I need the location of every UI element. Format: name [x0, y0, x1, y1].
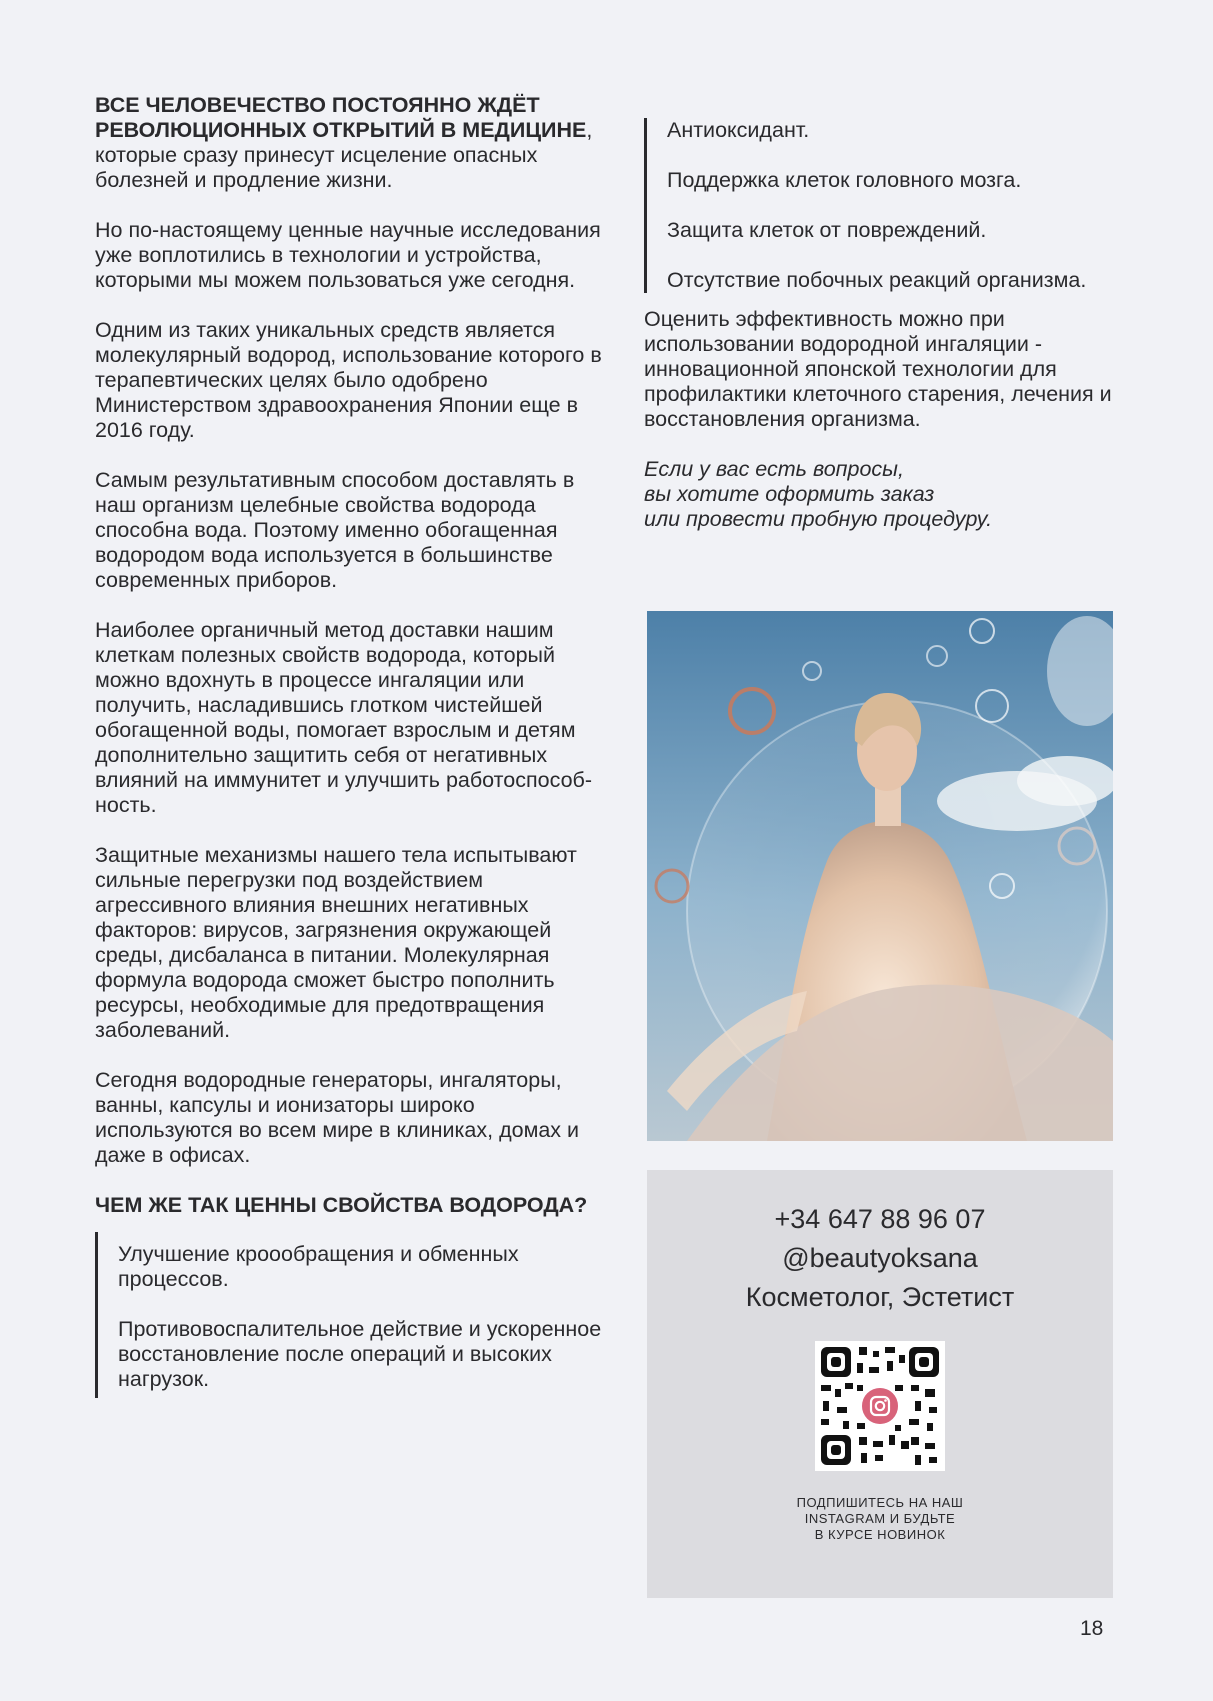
left-column: [95, 93, 605, 1398]
subscribe-line: В КУРСЕ НОВИНОК: [814, 1527, 946, 1542]
woman-bubble-photo: [647, 611, 1113, 1141]
benefit-item: Улучшение кроообращения и обменных процессов.: [118, 1242, 519, 1291]
subscribe-line: INSTAGRAM И БУДЬТЕ: [804, 1511, 956, 1526]
section-heading: ЧЕМ ЖЕ ТАК ЦЕННЫ СВОЙСТВА ВОДОРОДА?: [95, 1193, 588, 1217]
instagram-handle[interactable]: @beautyoksana: [782, 1243, 978, 1273]
lead-title: ВСЕ ЧЕЛОВЕЧЕСТВО ПОСТОЯННО ЖДЁТ РЕВОЛЮЦИОННЫХ ОТКРЫТИЙ В МЕДИЦИНЕ: [95, 93, 587, 142]
instagram-qr-code[interactable]: [815, 1341, 945, 1471]
benefits-block-right: [644, 118, 1114, 293]
body-paragraph: Сегодня водородные генераторы, ингаляторы, ванны, капсулы и ионизаторы широко используются во всем мире в клиниках, домах и даже в офисах.: [95, 1068, 580, 1167]
body-paragraph: Самым результативным способом доставлять в наш организм целебные свойства водорода способна вода. Поэтому именно обогащенная водородом вода используется в большинстве современных приборов.: [95, 468, 575, 592]
cta-line: или провести пробную процедуру.: [644, 507, 993, 531]
qr-pattern: [815, 1341, 945, 1471]
right-column: [644, 118, 1114, 532]
benefit-item: Противовоспалительное действие и ускоренное восстановление после операций и высоких нагрузок.: [118, 1317, 602, 1391]
body-paragraph: Но по-настоящему ценные научные исследования уже воплотились в технологии и устройства, которыми мы можем пользоваться уже сегодня.: [95, 218, 601, 292]
subscribe-note: [647, 1495, 1113, 1543]
benefit-item: Поддержка клеток головного мозга.: [667, 168, 1022, 192]
cta-line: Если у вас есть вопросы,: [644, 457, 904, 481]
benefit-item: Защита клеток от повреждений.: [667, 218, 987, 242]
benefit-item: Отсутствие побочных реакций организма.: [667, 268, 1087, 292]
cta-line: вы хотите оформить заказ: [644, 482, 935, 506]
body-paragraph: Одним из таких уникальных средств является молекулярный водород, использование которого в терапевтических целях было одобрено Министерством здравоохранения Японии еще в 2016 году.: [95, 318, 602, 442]
lead-paragraph: [95, 93, 605, 193]
lead-text: , которые сразу принесут исцеление опасных болезней и продление жизни.: [95, 118, 593, 192]
call-to-action: [644, 457, 1114, 532]
page-number: 18: [1080, 1617, 1104, 1640]
body-paragraph: Защитные механизмы нашего тела испытывают сильные перегрузки под воздействием агрессивного влияния внешних негативных факторов: вирусов, загрязнения окружающей среды, дисбаланса в питании. Молекулярная формула водорода сможет быстро пополнить ресурсы, необходимые для предотвращения заболеваний.: [95, 843, 577, 1042]
photo-illustration: [647, 611, 1113, 1141]
contact-card: [647, 1170, 1113, 1598]
subscribe-line: ПОДПИШИТЕСЬ НА НАШ: [796, 1495, 964, 1510]
body-paragraph: Наиболее органичный метод доставки нашим клеткам полезных свойств водорода, который можно вдохнуть в процессе ингаляции или получить, насладившись глотком чистейшей обогащенной воды, помогает взрослым и детям дополнительно защитить себя от негативных влияний на иммунитет и улучшить работоспособ-ность.: [95, 618, 592, 817]
benefits-block-left: [95, 1232, 605, 1398]
body-paragraph: Оценить эффективность можно при использовании водородной ингаляции - инновационной японской технологии для профилактики клеточного старения, лечения и восстановления организма.: [644, 307, 1112, 431]
profession-label: Косметолог, Эстетист: [745, 1282, 1015, 1312]
phone-number[interactable]: +34 647 88 96 07: [774, 1204, 986, 1234]
benefit-item: Антиоксидант.: [667, 118, 810, 142]
